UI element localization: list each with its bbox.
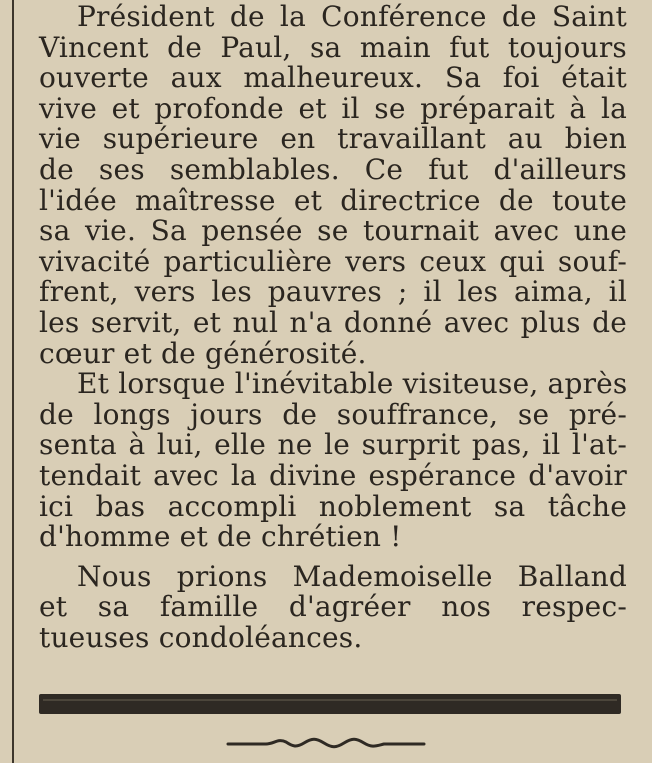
text-line: frent, vers les pauvres ; il les aima, il	[39, 275, 627, 309]
text-line: ouverte aux malheureux. Sa foi était	[39, 61, 627, 95]
text-line: et sa famille d'agréer nos respec-	[39, 590, 627, 624]
paragraph-1	[39, 2, 627, 369]
text-line: cœur et de générosité.	[39, 336, 367, 370]
text-line: vivacité particulière vers ceux qui souf-	[39, 244, 627, 278]
text-line: d'homme et de chrétien !	[39, 520, 402, 554]
wavy-ornament-icon	[226, 734, 426, 754]
text-line: tendait avec la divine espérance d'avoir	[39, 458, 627, 492]
text-line: vie supérieure en travaillant au bien	[39, 122, 627, 156]
text-line: de ses semblables. Ce fut d'ailleurs	[39, 152, 627, 186]
text-line: Nous prions Mademoiselle Balland	[77, 559, 627, 593]
text-line: de longs jours de souffrance, se pré-	[39, 397, 627, 431]
text-line: ici bas accompli noblement sa tâche	[39, 489, 627, 523]
text-line: vive et profonde et il se préparait à la	[39, 91, 627, 125]
text-line: sa vie. Sa pensée se tournait avec une	[39, 214, 627, 248]
text-line: Et lorsque l'inévitable visiteuse, après	[77, 367, 628, 401]
text-line: les servit, et nul n'a donné avec plus de	[39, 305, 627, 339]
text-line: Vincent de Paul, sa main fut toujours	[39, 30, 627, 64]
paragraph-3	[39, 559, 627, 654]
text-line: Président de la Conférence de Saint	[77, 0, 627, 33]
column-divider-rule	[12, 0, 14, 763]
text-line: tueuses condoléances.	[39, 620, 363, 654]
text-line: senta à lui, elle ne le surprit pas, il l'at-	[39, 428, 627, 462]
article-column	[39, 0, 627, 653]
text-line: l'idée maîtresse et directrice de toute	[39, 183, 627, 217]
section-separator-rule	[39, 694, 621, 714]
paragraph-2	[39, 369, 627, 553]
